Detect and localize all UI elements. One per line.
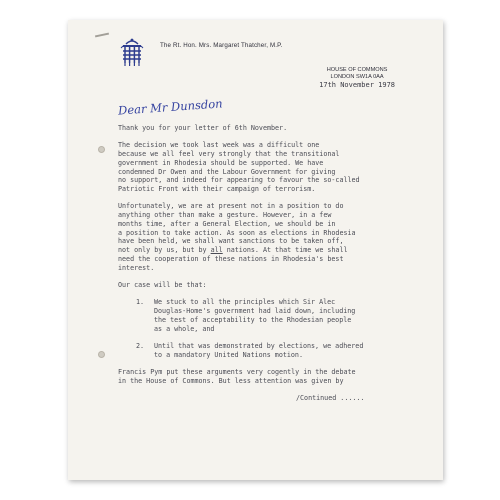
letter-body xyxy=(118,124,408,403)
address-line-2: LONDON SW1A 0AA xyxy=(330,74,384,81)
handwritten-salutation: Dear Mr Dunsdon xyxy=(117,96,223,118)
sender-name: The Rt. Hon. Mrs. Margaret Thatcher, M.P. xyxy=(160,42,283,49)
pencil-mark xyxy=(95,33,109,38)
text-line: not only by us, but by all nations. At that time we shall xyxy=(118,246,348,255)
text-line: condemned Dr Owen and the Labour Government for giving xyxy=(118,167,336,176)
text-line: Patriotic Front with their campaign of terrorism. xyxy=(118,185,316,194)
text-line: the test of acceptability to the Rhodesian people xyxy=(154,315,352,324)
letter-page xyxy=(68,20,443,480)
text-line: as a whole, and xyxy=(154,324,215,333)
list-text xyxy=(154,342,363,360)
continued-note: /Continued ...... xyxy=(296,394,365,403)
list-number: 2. xyxy=(135,341,144,350)
list-text xyxy=(154,298,355,333)
text-line: Francis Pym put these arguments very cogently in the debate xyxy=(118,368,356,377)
address-block xyxy=(319,67,395,89)
text-line: need the cooperation of these nations in Rhodesia's best xyxy=(118,254,344,263)
list-number: 1. xyxy=(135,298,144,307)
text-line: Until that was demonstrated by elections, we adhered xyxy=(154,341,364,350)
text-line: The decision we took last week was a difficult one xyxy=(118,141,320,150)
list-item xyxy=(118,342,408,360)
text-line: Unfortunately, we are at present not in a position to do xyxy=(118,202,344,211)
text-line: We stuck to all the principles which Sir Alec xyxy=(154,298,336,307)
text-line: Our case will be that: xyxy=(118,281,207,290)
paragraph xyxy=(118,202,408,272)
paragraph xyxy=(118,124,408,133)
letter-date: 17th November 1978 xyxy=(319,80,395,89)
text-line: no support, and indeed for appearing to favour the so-called xyxy=(118,176,360,185)
punch-hole-bottom xyxy=(98,351,105,358)
text-line: interest. xyxy=(118,263,155,272)
text-line: Douglas-Home's government had laid down, including xyxy=(154,307,356,316)
text-line: anything other than make a gesture. However, in a few xyxy=(118,211,332,220)
text-line: because we all feel very strongly that the transitional xyxy=(118,150,340,159)
text-line: government in Rhodesia should be supported. We have xyxy=(118,158,324,167)
address-line-1: HOUSE OF COMMONS xyxy=(326,67,388,73)
text-line: to a mandatory United Nations motion. xyxy=(154,350,303,359)
portcullis-crest-icon xyxy=(120,38,144,68)
text-line: have been held, we shall want sanctions to be taken off, xyxy=(118,237,344,246)
text-line: Thank you for your letter of 6th November. xyxy=(118,124,288,132)
text-line: months time, after a General Election, we should be in xyxy=(118,219,336,228)
paragraph xyxy=(118,368,408,386)
underlined-emphasis: all xyxy=(210,246,223,255)
text-line: in the House of Commons. But less attention was given by xyxy=(118,376,344,385)
list-item xyxy=(118,298,408,333)
paragraph xyxy=(118,141,408,194)
paragraph xyxy=(118,281,408,290)
punch-hole-top xyxy=(98,146,105,153)
text-line: a position to take action. As soon as elections in Rhodesia xyxy=(118,228,356,237)
